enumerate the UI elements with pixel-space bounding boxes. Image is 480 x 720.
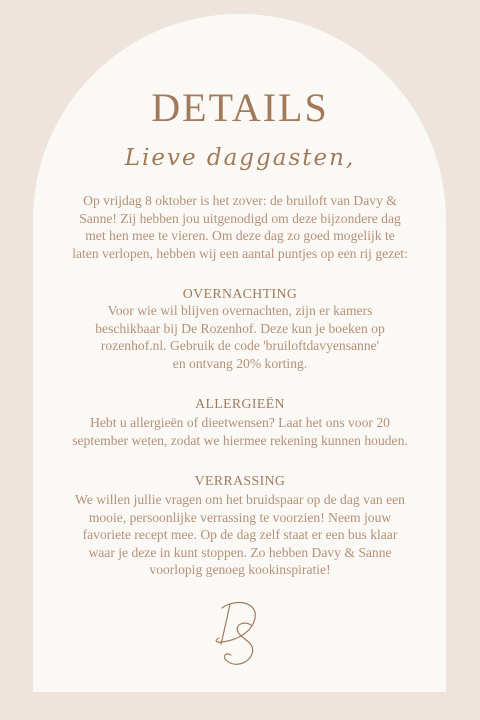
page-title: DETAILS bbox=[151, 85, 329, 130]
section-heading-allergieen: ALLERGIEËN bbox=[195, 396, 285, 411]
section-line: mooie, persoonlijke verrassing te voorzien! Neem jouw bbox=[88, 509, 392, 525]
section-heading-verrassing: VERRASSING bbox=[194, 473, 286, 488]
section-line: september weten, zodat we hiermee rekening kunnen houden. bbox=[72, 432, 408, 448]
section-line: waar je deze in kunt stoppen. Zo hebben Davy & Sanne bbox=[88, 544, 392, 560]
greeting: Lieve daggasten, bbox=[124, 145, 356, 171]
section-line: rozenhof.nl. Gebruik de code 'bruiloftdavyensanne' bbox=[100, 338, 380, 353]
section-line: We willen jullie vragen om het bruidspaar op de dag van een bbox=[75, 492, 405, 507]
section-heading-overnachting: OVERNACHTING bbox=[182, 286, 298, 301]
ds-monogram-icon bbox=[200, 596, 280, 674]
section-line: favoriete recept mee. Op de dag zelf staat er een bus klaar bbox=[82, 527, 398, 542]
section-line: Hebt u allergieën of dieetwensen? Laat het ons voor 20 bbox=[90, 415, 390, 430]
section-body-overnachting bbox=[50, 302, 430, 372]
section-line: beschikbaar bij De Rozenhof. Deze kun je boeken op bbox=[95, 320, 385, 336]
intro-line: met hen mee te vieren. Om deze dag zo goed mogelijk te bbox=[85, 228, 395, 243]
section-line: en ontvang 20% korting. bbox=[172, 355, 308, 371]
section-body-verrassing bbox=[50, 491, 430, 579]
intro-line: Op vrijdag 8 oktober is het zover: de bruiloft van Davy & bbox=[83, 193, 397, 208]
section-line: Voor wie wil blijven overnachten, zijn er kamers bbox=[107, 303, 373, 318]
intro-paragraph bbox=[50, 192, 430, 262]
intro-line: Sanne! Zij hebben jou uitgenodigd om deze bijzondere dag bbox=[79, 210, 401, 226]
intro-line: laten verlopen, hebben wij een aantal puntjes op een rij gezet: bbox=[72, 245, 408, 261]
section-body-allergieen bbox=[50, 414, 430, 449]
section-line: voorlopig genoeg kookinspiratie! bbox=[149, 562, 331, 577]
